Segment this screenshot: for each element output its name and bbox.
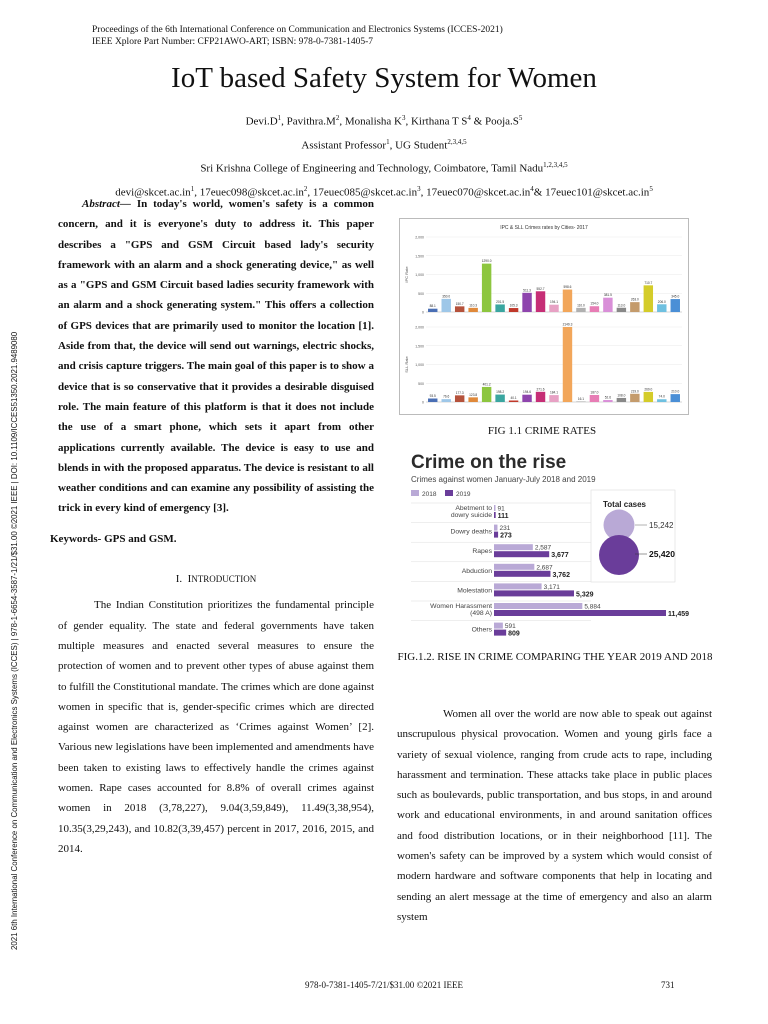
author-emails: $devi@skcet.ac.in^1$, $17euec098@skcet.ac.in^2$, $17euec085@skcet.ac.in^3$, $17euec070@skcet.ac.in^4\&$ $17euec101@skcet.ac.in^5$ [115,184,653,199]
footer-copyright: 978-0-7381-1405-7/21/$31.00 ©2021 IEEE [304,980,464,990]
bar [603,298,612,312]
figure-crime-on-the-rise [409,450,690,640]
abstract [58,194,374,519]
bar [657,399,666,402]
bar-value-label: 105.3 [509,303,518,308]
bar-value-label: 88.1 [429,304,436,309]
author-email: 17euec085@skcet.ac.in [312,186,418,199]
author-sup: 5 [518,114,523,122]
bar-2019 [494,532,498,538]
bar [455,395,464,402]
bar [482,264,491,312]
right-column [397,704,712,927]
bar [549,395,558,402]
bar-value-label: 269.0 [644,387,653,392]
bar-2019 [494,590,574,596]
bar-value-label: 194.6 [523,390,532,395]
y-tick-label: 2,000 [415,325,424,330]
y-axis-label: SLL Rate [404,356,409,373]
chart-subtitle: Crimes against women January-July 2018 and 2019 [411,475,596,484]
bar-value-label: 74.0 [658,394,665,399]
total-bubble-2019 [599,535,639,575]
chart-title: Crime on the rise [411,452,567,473]
page-number: 731 [661,980,675,990]
bar-value-label: 263.0 [630,297,639,302]
bar-value-label: 113.0 [617,303,626,308]
value-label-2018: 2,587 [534,544,552,552]
bar-value-label: 345.0 [671,294,680,299]
bar-value-label: 76.6 [443,394,450,399]
bar [522,395,531,402]
y-tick-label: 1,500 [415,344,424,349]
author-email: 17euec101@skcet.ac.in [545,186,650,199]
bar-value-label: 110.0 [577,303,585,308]
bar-value-label: 219.0 [630,389,639,394]
bar [468,397,477,402]
author-names: $Devi.D^1$, $Pavithra.M^2$, Monalisha $K^3$, Kirthana T $S^4$ & $Pooja.S^5$ [245,114,523,128]
author-email-sup: 5 [649,184,653,193]
category-label: dowry suicide [450,512,492,519]
bar-value-label: 93.5 [429,393,436,398]
category-label: (498 A) [470,610,492,617]
author-role-sup: 1 [386,137,390,146]
legend-swatch-2019 [445,490,453,496]
bar-2019 [494,571,550,577]
bar [644,392,653,402]
y-tick-label: 1,000 [415,363,424,367]
abstract-text: In today's world, women's safety is a common concern, and it is everyone's duty to address it. This paper describes a "GPS and GSM Circuit based lady's security framework with an alarm and a shock generating device," as well as a "GPS and GSM Circuit based ladies security framework with an alarm and a shock generating system." This offers a collection of GPS devices that are primarily used to monitor the location [1]. Aside from that, the device will send out warnings, electric shocks, and crisis capture triggers. The main goal of this paper is to show a device that is so conservative that it provides a desirable disguised role. The main feature of this platform is that it does not include the use of a smart phone, which sets it apart from other applications currently available. The device is easy to use and blends in with the proposed apparatus. The device is resistant to all weather conditions and can examine any possibility of assisting the trick in every kind of emergency [3]. [58,198,374,515]
bar [563,290,572,312]
author-roles: Assistant Professor$^1$, UG Student$^{2,3,4,5}$ [301,137,467,152]
author-name: Kirthana T S [410,115,468,128]
bar-value-label: 201.5 [496,299,505,304]
bar-value-label: 710.7 [644,280,653,285]
bar-value-label: 381.5 [603,293,612,298]
category-label: Molestation [457,587,492,595]
crime-on-rise-chart [409,450,690,640]
abstract-lead: Abstract— [82,198,131,210]
bar-2018 [494,564,534,570]
total-value-2019: 25,420 [649,549,675,559]
author-email: devi@skcet.ac.in [115,186,191,199]
value-label-2018: 91 [497,505,505,513]
y-tick-label: 0 [422,310,424,315]
paper-title: IoT based Safety System for Women [171,62,597,94]
affiliation [0,155,768,179]
bar [536,392,545,402]
header-line-1: Proceedings of the 6th International Conference on Communication and Electronics Systems (ICCES-2021) [92,25,503,35]
section-initial: I [187,573,192,586]
total-cases-label: Total cases [603,500,646,509]
bar-value-label: 52.6 [604,395,612,400]
author-sup: 4 [467,114,471,122]
figure-crime-rates [399,218,689,415]
y-tick-label: 500 [418,291,424,296]
author-email-sup: 1 [190,184,195,193]
crime-rates-chart [400,219,688,414]
bar [468,308,477,312]
category-label: Dowry deaths [450,528,492,536]
bar-2018 [494,603,582,609]
bar [441,299,450,312]
author-name: Monalisha K [344,115,402,128]
bar [590,306,599,312]
bar [509,308,518,312]
right-paragraph: Women all over the world are now able to speak out against unscrupulous physical provocation. Women and young girls face a variety of sexual violence, ranging from crude acts to rape, including harassment and termination. These attacks take place in public places such as boulevards, public transportation, and bus stops, in and around work and educational environments, in and around sanitation offices and food distribution locations, or in their neighborhood [11]. The women's safety can be improved by a system which would consist of modern hardware and software components that help in locating and sending an alert message at the time of emergency and also an alarm system [397,708,712,923]
legend-label-2019: 2019 [456,491,471,498]
bar [644,285,653,312]
section-number: I. [175,573,183,586]
bar-value-label: 184.1 [550,390,558,395]
header-line-2: IEEE Xplore Part Number: CFP21AWO-ART; ISBN: 978-0-7381-1405-7 [92,37,374,47]
bar-value-label: 177.3 [455,390,464,395]
bar [495,304,504,312]
author-email-sup: 2 [303,184,308,193]
value-label-2018: 5,884 [584,603,601,611]
author-email-sup: 3 [417,184,421,193]
bar-value-label: 150.7 [455,301,464,306]
bar [563,327,572,402]
section-title-rest: NTRODUCTION [191,574,257,585]
y-tick-label: 500 [418,381,424,386]
author-sup: 1 [277,114,282,122]
value-label-2019: 5,329 [575,591,594,599]
author-name: Pavithra.M [286,115,336,128]
value-label-2018: 2,687 [536,564,553,572]
bar-value-label: 187.0 [590,390,599,395]
author-sup: 2 [335,114,340,122]
y-axis-label: IPC Rate [404,266,409,283]
figure-2-caption: FIG.1.2. RISE IN CRIME COMPARING THE YEAR 2019 AND 2018 [397,651,713,663]
bar-value-label: 1290.0 [481,259,492,264]
bar-2018 [494,525,497,531]
bar-value-label: 271.6 [536,387,545,392]
category-label: Abetment to [455,505,492,512]
intro-paragraph: The Indian Constitution prioritizes the fundamental principle of gender equality. The state and federal governments have taken multiple measures and enacted several measures to ensure the protection of women and to prevent other types of abuse against them to fulfill the Constitutional mandate. The crimes which are done against women in specific that is, gender-specific crimes which are directed against women are characterized as ‘Crimes against Women’ [2]. Various new legislations have been implemented and amendments have been taken to existing laws to effectively handle the crimes against women. Rape cases accounted for 8.8% of overall crimes against women in 2018 (3,78,227), 9.04(3,59,849), 11.49(3,38,954), 10.35(3,29,243), and 10.82(3,39,457) percent in 2017, 2016, 2015, and 2014. [58,599,374,855]
bar-value-label: 194.1 [550,300,558,305]
bar-value-label: 123.8 [469,392,478,397]
conference-header [92,24,503,48]
total-value-2018: 15,242 [649,521,674,530]
author-email-sup: 4 [530,184,534,193]
author-name: Pooja.S [484,115,519,128]
bar-2018 [494,544,533,550]
author-sup: 3 [401,114,406,122]
bar [509,400,518,402]
bar [495,395,504,402]
category-label: Women Harassment [430,603,492,610]
value-label-2018: 3,171 [543,583,560,591]
legend-swatch-2018 [411,490,419,496]
bar-value-label: 198.2 [496,390,505,395]
y-tick-label: 2,000 [415,235,424,240]
figure-1-caption: FIG 1.1 CRIME RATES [487,425,597,437]
category-label: Rapes [472,548,492,556]
value-label-2019: 273 [500,532,512,540]
author-role-sup: 2,3,4,5 [447,137,467,146]
bar [617,398,626,402]
bar-2019 [494,551,549,557]
bar [428,398,437,402]
y-tick-label: 1,500 [415,254,424,259]
bar-value-label: 552.7 [536,286,545,291]
category-label: Abduction [461,567,492,575]
bar [590,395,599,402]
bar [630,302,639,312]
bar-2019 [494,630,506,636]
author-role: UG Student [395,139,448,152]
bar-value-label: 210.0 [671,389,680,394]
value-label-2018: 591 [504,623,516,631]
category-label: Others [471,626,492,634]
bar [441,399,450,402]
value-label-2019: 111 [497,513,509,520]
bar [603,400,612,402]
value-label-2019: 3,762 [552,571,570,579]
bar [657,304,666,312]
y-tick-label: 1,000 [415,273,424,277]
author-role: Assistant Professor [301,139,387,152]
bar-value-label: 108.0 [617,393,626,398]
bar-2019 [494,610,666,616]
bar [482,387,491,402]
bar [630,394,639,402]
bar [576,308,585,312]
doi-sidebar: 2021 6th International Conference on Communication and Electronics Systems (ICCES) | 978-1-6654-3587-1/21/$31.00 ©2021 IEEE | DOI: 10.1109/ICCES51350.2021.9489080 [10,331,19,950]
affiliation-text: Sri Krishna College of Engineering and Technology, Coimbatore, Tamil Nadu [200,162,544,175]
bar-value-label: 110.3 [469,303,478,308]
bar-value-label: 40.1 [510,395,517,400]
bar-value-label: 401.2 [482,382,491,387]
bar [522,293,531,312]
chart-title: IPC & SLL Crimes rates by Cities- 2017 [500,225,588,231]
bar-value-label: 511.3 [523,288,531,293]
bar [536,291,545,312]
value-label-2019: 11,459 [668,611,690,618]
bar-2018 [494,623,503,629]
bar-value-label: 154.0 [590,301,599,306]
bar-2018 [494,505,496,511]
bar-value-label: 2149.3 [562,322,573,327]
bar-value-label: 16.1 [577,396,585,401]
author-email: 17euec098@skcet.ac.in [199,186,304,199]
bar [455,306,464,312]
bar-2018 [494,583,542,589]
value-label-2019: 3,677 [551,552,569,560]
section-heading-introduction [58,569,374,589]
bar-value-label: 350.0 [442,294,451,299]
value-label-2018: 231 [499,525,511,533]
value-label-2019: 809 [508,630,520,638]
bar [671,394,680,402]
left-column [50,194,374,859]
bar [428,309,437,312]
bar-2019 [494,512,496,518]
affiliation-sup: 1,2,3,4,5 [543,161,568,170]
author-block [0,108,768,203]
y-tick-label: 0 [422,400,424,405]
bar [671,299,680,312]
bar [576,401,585,402]
bar-value-label: 598.6 [563,285,572,290]
bar [617,308,626,312]
author-email: 17euec070@skcet.ac.in [426,186,531,199]
bar [549,305,558,312]
author-name: Devi.D [245,115,278,128]
legend-label-2018: 2018 [422,491,437,498]
bar-value-label: 206.0 [657,299,666,304]
keywords: Keywords- GPS and GSM. [50,532,177,545]
